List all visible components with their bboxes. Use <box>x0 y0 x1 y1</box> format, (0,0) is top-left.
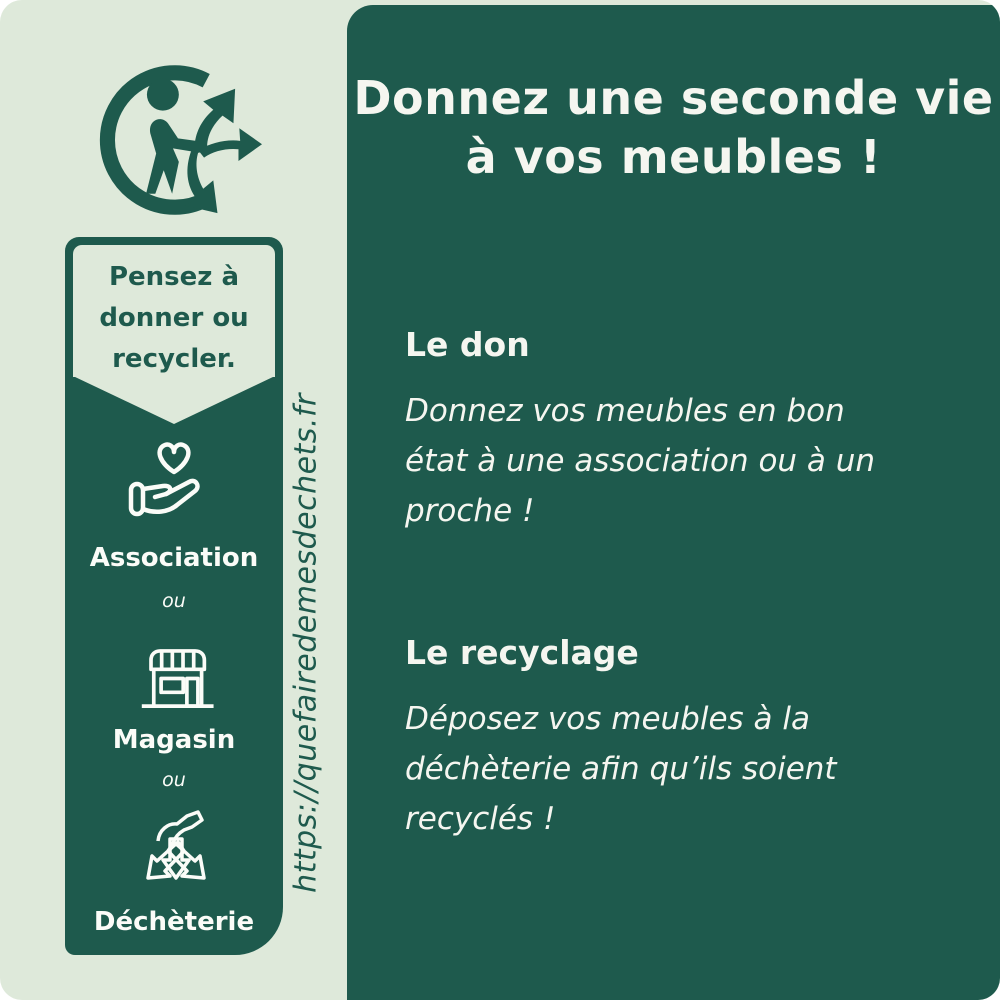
body-line: Donnez vos meubles en bon <box>405 393 845 429</box>
triman-recycling-logo-svg <box>94 56 262 224</box>
body-line: proche ! <box>405 493 535 529</box>
page-title <box>347 69 1000 187</box>
section-le-recyclage <box>405 633 964 844</box>
title-line-1: Donnez une seconde vie <box>353 71 994 125</box>
triman-recycling-logo-icon <box>94 56 262 224</box>
body-line: état à une association ou à un <box>405 443 876 479</box>
info-panel <box>347 5 1000 1000</box>
section-heading-le-recyclage: Le recyclage <box>405 633 639 672</box>
section-heading-le-don: Le don <box>405 325 530 364</box>
banner-line-1: Pensez à <box>108 262 240 292</box>
destination-label-association: Association <box>89 543 259 573</box>
separator-ou-1: ou <box>162 590 186 612</box>
destination-label-magasin: Magasin <box>112 725 236 755</box>
section-body-le-don <box>405 386 964 536</box>
body-line: déchèterie afin qu’ils soient <box>405 751 837 787</box>
banner-chevron <box>73 376 275 424</box>
hand-heart-icon <box>119 433 229 535</box>
body-line: Déposez vos meubles à la <box>405 701 810 737</box>
title-line-2: à vos meubles ! <box>465 130 882 184</box>
banner-line-3: recycler. <box>112 344 236 374</box>
destination-label-decheterie: Déchèterie <box>93 907 255 937</box>
separator-ou-2: ou <box>162 769 186 791</box>
reminder-banner <box>65 237 283 955</box>
section-le-don <box>405 325 964 536</box>
body-line: recyclés ! <box>405 801 556 837</box>
website-url-link[interactable]: https://quefairedemesdechets.fr <box>288 393 324 893</box>
banner-text <box>73 257 275 380</box>
banner-line-2: donner ou <box>99 303 249 333</box>
storefront-icon <box>116 627 232 719</box>
waste-drop-off-icon <box>122 799 226 899</box>
section-body-le-recyclage <box>405 694 964 844</box>
banner-light-area <box>73 245 275 377</box>
